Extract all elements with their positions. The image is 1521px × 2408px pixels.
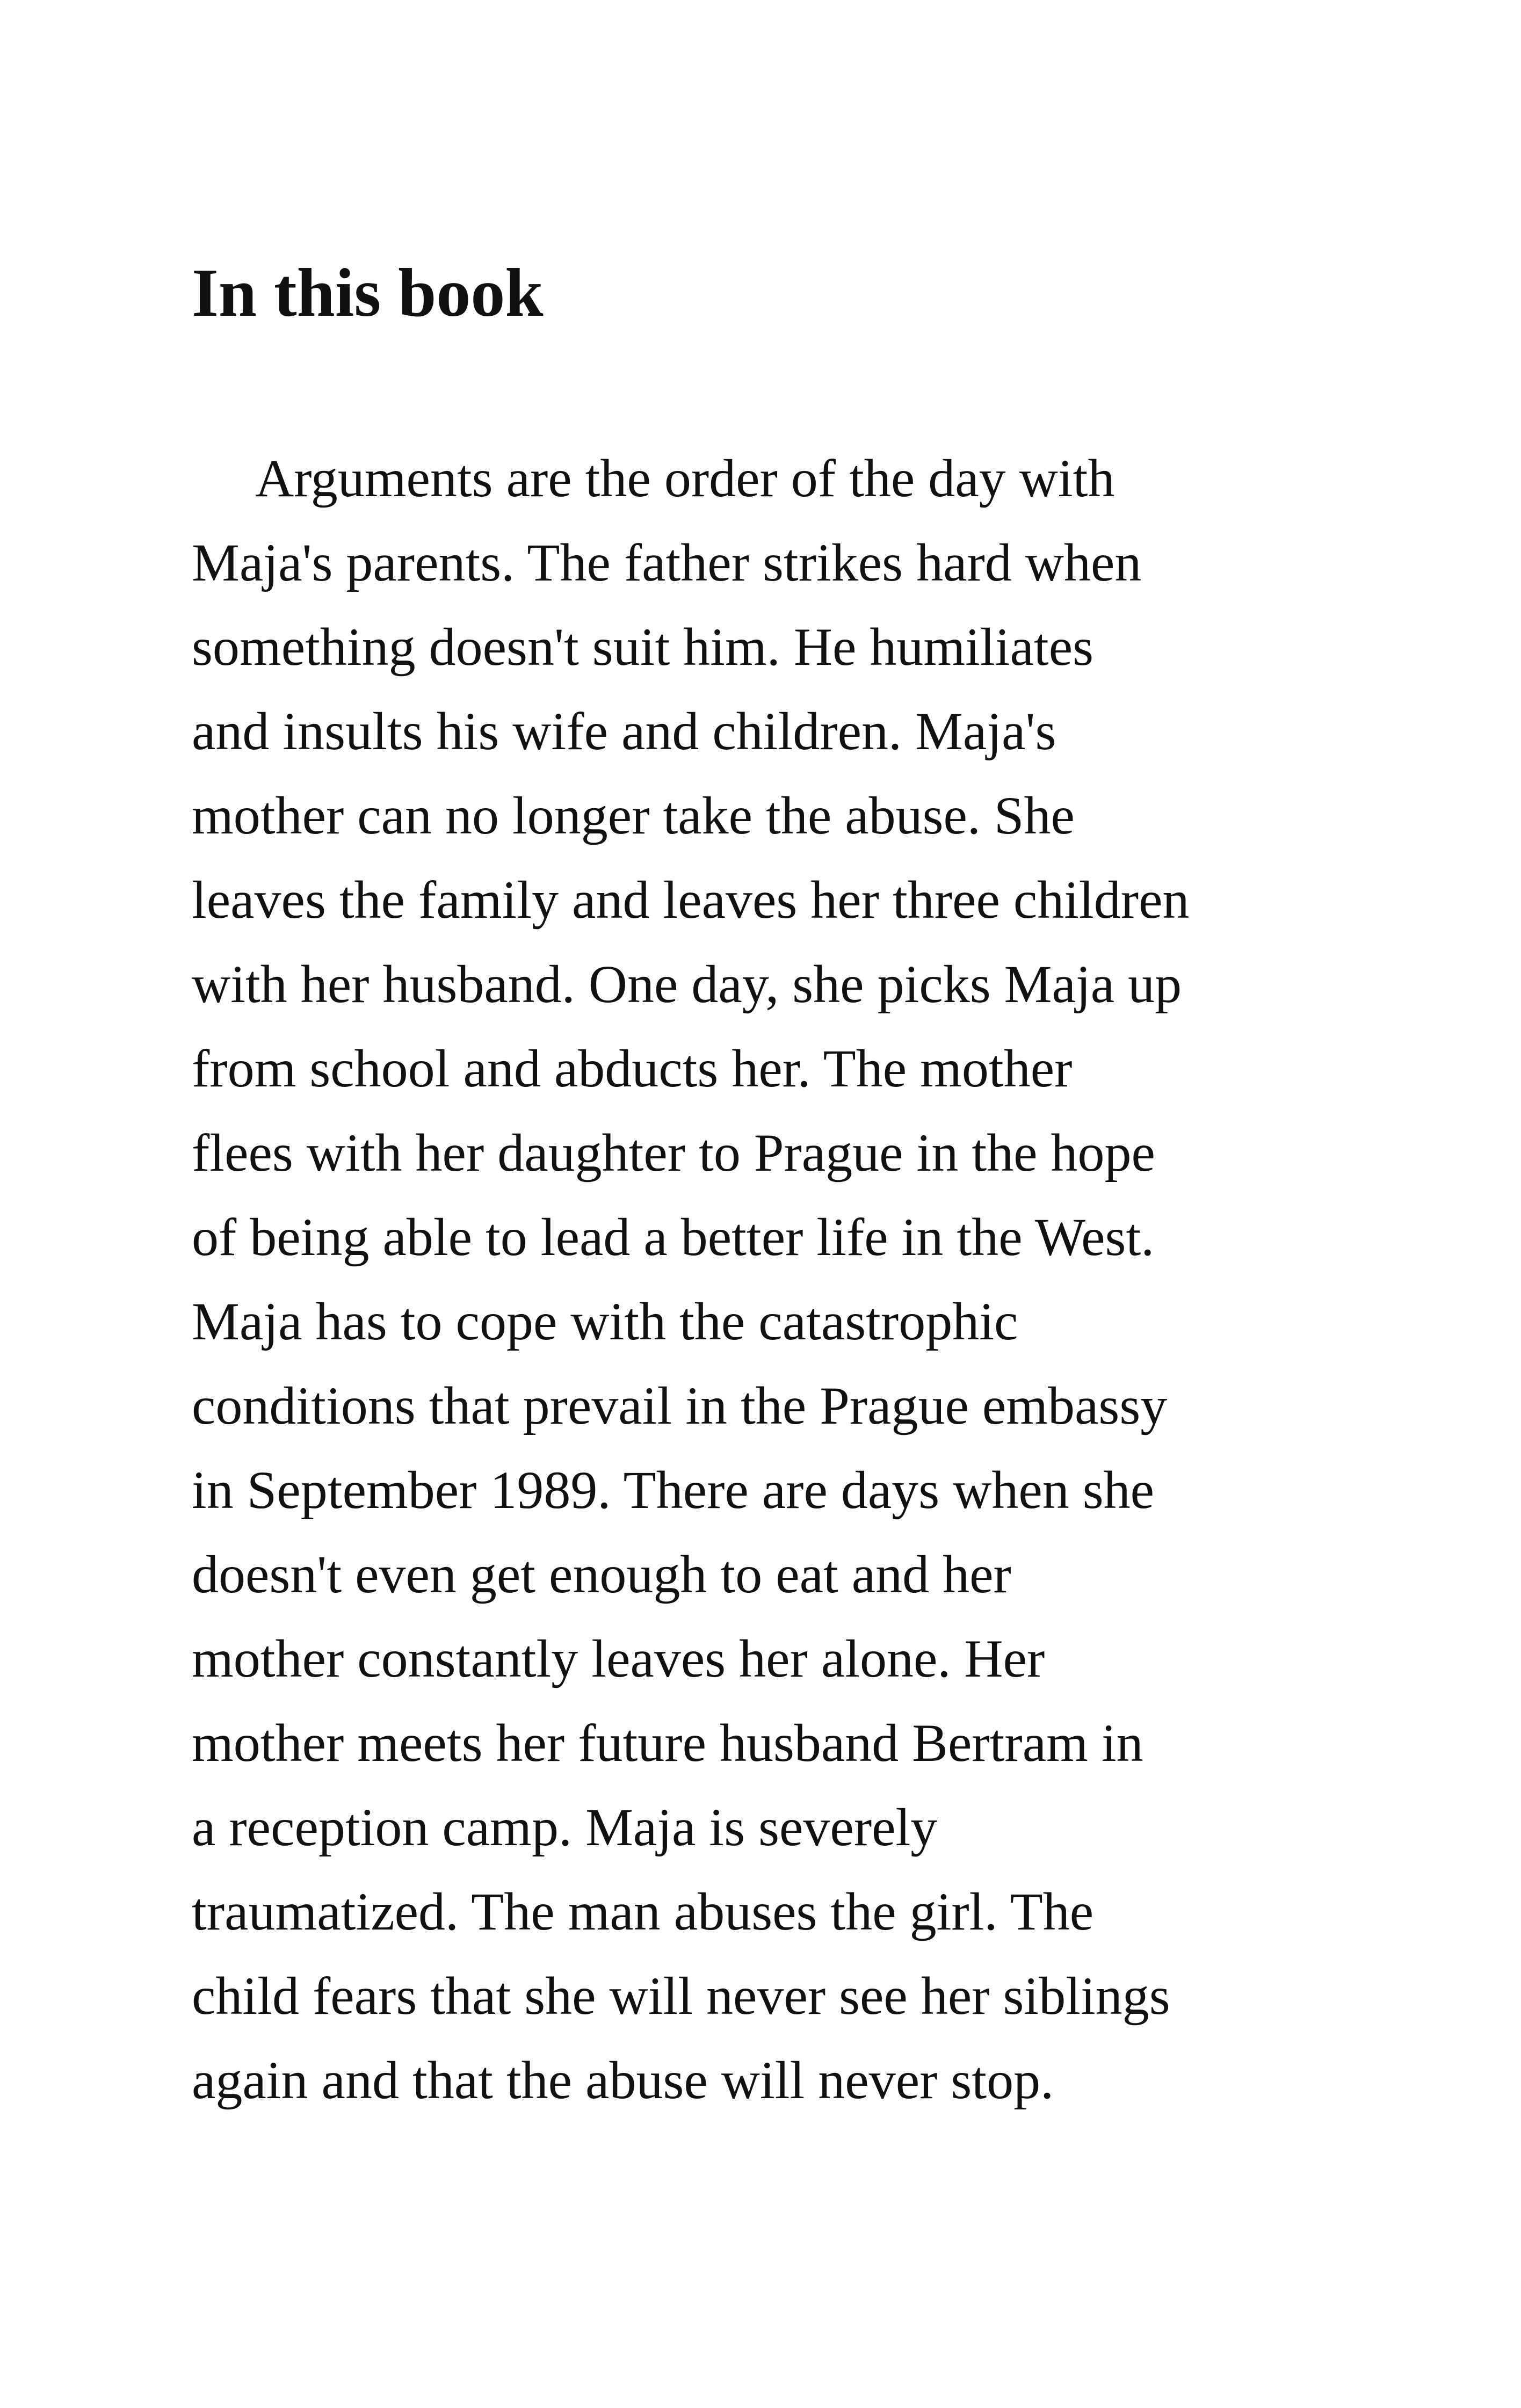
text-line: conditions that prevail in the Prague embassy — [192, 1376, 1168, 1435]
text-line: child fears that she will never see her siblings — [192, 1966, 1170, 2026]
text-line: mother can no longer take the abuse. She — [192, 786, 1075, 845]
text-line: from school and abducts her. The mother — [192, 1039, 1073, 1098]
synopsis-paragraph — [192, 436, 1481, 2122]
text-line: a reception camp. Maja is severely — [192, 1797, 938, 1857]
text-line: something doesn't suit him. He humiliates — [192, 617, 1094, 677]
text-line: doesn't even get enough to eat and her — [192, 1544, 1011, 1604]
text-line: mother constantly leaves her alone. Her — [192, 1629, 1045, 1688]
text-line: traumatized. The man abuses the girl. The — [192, 1882, 1094, 1941]
text-line: mother meets her future husband Bertram in — [192, 1713, 1143, 1773]
text-line: flees with her daughter to Prague in the hope — [192, 1123, 1155, 1183]
text-line: Arguments are the order of the day with — [255, 448, 1115, 508]
text-line: of being able to lead a better life in the West. — [192, 1207, 1155, 1267]
text-line: again and that the abuse will never stop. — [192, 2050, 1054, 2110]
page-heading: In this book — [192, 255, 544, 331]
text-line: leaves the family and leaves her three children — [192, 870, 1190, 930]
text-line: and insults his wife and children. Maja's — [192, 701, 1056, 761]
text-line: Maja has to cope with the catastrophic — [192, 1292, 1018, 1351]
text-line: Maja's parents. The father strikes hard when — [192, 533, 1142, 592]
text-line: with her husband. One day, she picks Maja up — [192, 954, 1182, 1014]
text-line: in September 1989. There are days when she — [192, 1460, 1155, 1520]
